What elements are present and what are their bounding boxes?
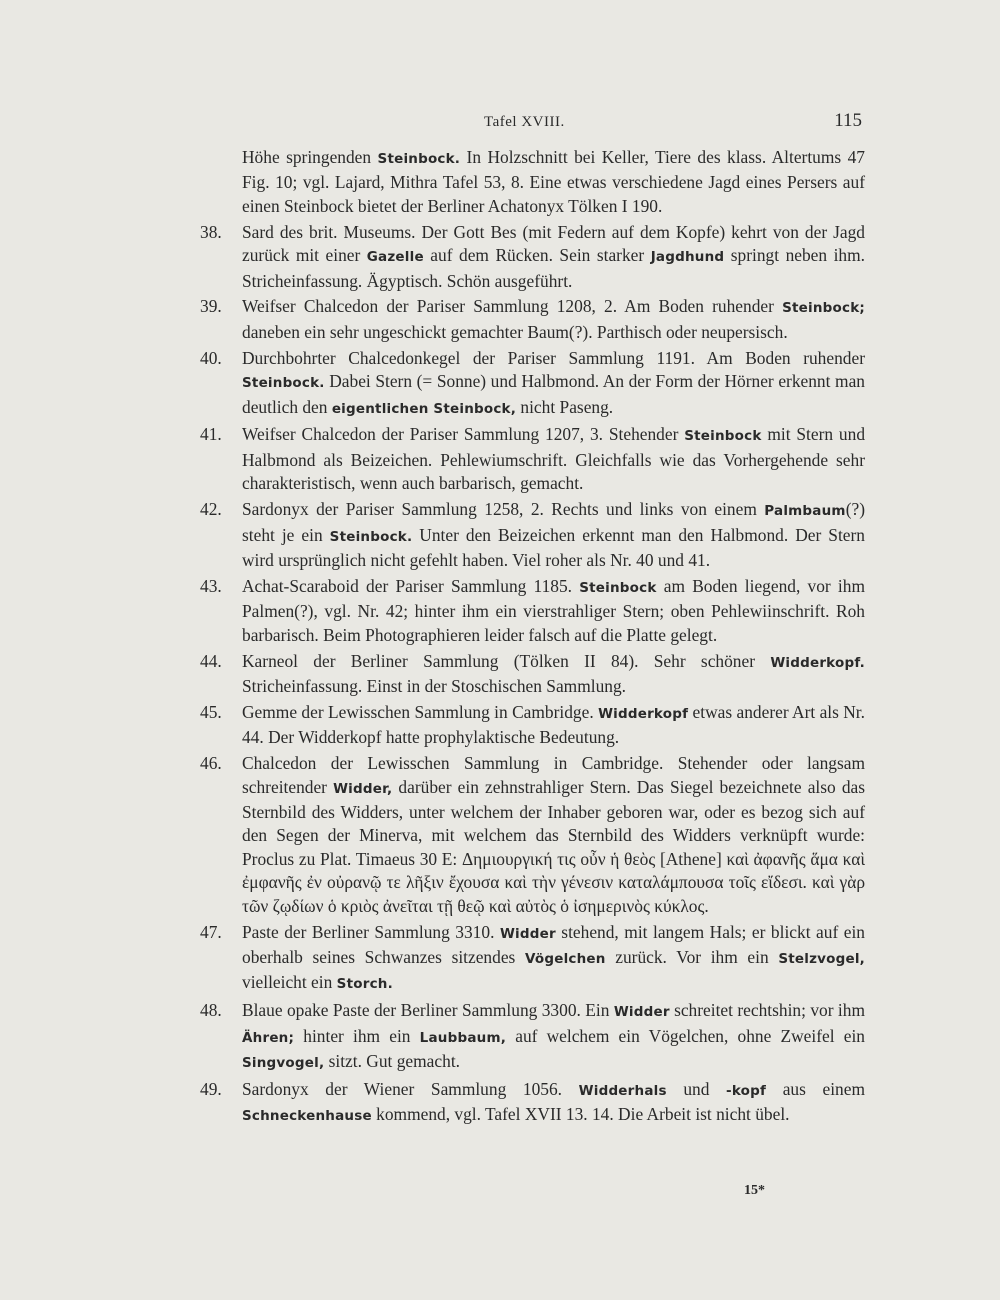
signature-mark: 15* — [744, 1183, 765, 1198]
emphasis-term: Palmbaum — [764, 503, 846, 520]
text-run: Sardonyx der Wiener Sammlung 1056. — [242, 1079, 579, 1100]
emphasis-term: -kopf — [726, 1083, 767, 1100]
entry-number: 48. — [200, 1000, 222, 1021]
text-run: nicht Paseng. — [516, 396, 614, 417]
emphasis-term: Jagdhund — [650, 249, 725, 266]
entry-number: 46. — [200, 753, 222, 774]
entry-number: 44. — [200, 650, 222, 671]
catalogue-entry — [200, 221, 865, 293]
emphasis-term: Widderkopf — [598, 705, 689, 722]
text-run: Durchbohrter Chalcedonkegel der Pariser Sammlung 1191. Am Boden ruhender — [242, 347, 865, 368]
text-run: aus einem — [766, 1079, 866, 1100]
text-run: Sardonyx der Pariser Sammlung 1258, 2. Rechts und links von einem — [242, 499, 765, 520]
text-run: Unter den Beizeichen erkennt man den Halbmond. Der Stern wird ursprünglich nicht gefehlt haben. Viel roher als Nr. 40 und 41. — [242, 524, 865, 570]
text-run: kommend, vgl. Tafel XVII 13. 14. Die Arbeit ist nicht übel. — [371, 1104, 790, 1125]
catalogue-entry — [200, 498, 865, 572]
catalogue-entry — [200, 752, 865, 918]
text-run: etwas anderer Art als Nr. 44. Der Widderkopf hatte prophylaktische Bedeutung. — [242, 701, 865, 748]
catalogue-entry — [200, 423, 865, 495]
emphasis-term: eigentlichen Steinbock, — [331, 400, 517, 417]
text-run: mit Stern und Halbmond als Beizeichen. Pehlewiumschrift. Gleichfalls wie das Vorhergehende sehr charakteristisch, wenn auch barbarisch, gemacht. — [242, 424, 866, 494]
entry-number: 49. — [200, 1079, 222, 1100]
emphasis-term: Vögelchen — [524, 951, 606, 967]
text-run: Chalcedon der Lewisschen Sammlung in Cambridge. Stehender oder langsam schreitender — [242, 753, 865, 797]
text-run: und — [666, 1079, 727, 1100]
text-run: auf welchem ein Vögelchen, ohne Zweifel ein — [506, 1025, 865, 1046]
emphasis-term: Steinbock. — [329, 528, 413, 545]
emphasis-term: Steinbock — [579, 579, 657, 596]
page-header — [0, 110, 1000, 140]
emphasis-term: Laubbaum, — [419, 1029, 507, 1046]
text-run: sitzt. Gut gemacht. — [324, 1051, 460, 1072]
emphasis-term: Storch. — [336, 976, 393, 993]
text-run: Dabei Stern (= Sonne) und Halbmond. An der Form der Hörner erkennt man deutlich den — [242, 371, 865, 417]
emphasis-term: Steinbock — [684, 428, 762, 445]
entry-number: 40. — [200, 347, 222, 368]
emphasis-term: Widder — [499, 925, 556, 942]
emphasis-term: Widder — [613, 1004, 670, 1021]
catalogue-entry — [200, 999, 865, 1075]
entry-number: 39. — [200, 296, 222, 317]
text-run: daneben ein sehr ungeschickt gemachter Baum(?). Parthisch oder neupersisch. — [242, 321, 788, 342]
emphasis-term: Steinbock. — [242, 375, 325, 392]
page-number: 115 — [834, 110, 862, 131]
emphasis-term: Widderhals — [578, 1083, 667, 1100]
text-run: Karneol der Berliner Sammlung (Tölken II 84). Sehr schöner — [242, 650, 771, 671]
text-run: am Boden liegend, vor ihm Palmen(?), vgl. Nr. 42; hinter ihm ein vierstrahliger Stern; oben Pehlewiinschrift. Roh barbarisch. Beim Photographieren leider falsch auf die Platte gelegt. — [242, 575, 865, 645]
text-run: Stricheinfassung. Einst in der Stoschischen Sammlung. — [242, 676, 627, 697]
text-run: Paste der Berliner Sammlung 3310. — [242, 921, 500, 942]
text-run: Sard des brit. Museums. Der Gott Bes (mit Federn auf dem Kopfe) kehrt von der Jagd zurück mit einer — [242, 221, 865, 266]
entry-number: 47. — [200, 921, 222, 942]
text-run: springt neben ihm. Stricheinfassung. Ägyptisch. Schön ausgeführt. — [242, 245, 865, 291]
emphasis-term: Schneckenhause — [242, 1108, 372, 1125]
emphasis-term: Singvogel, — [242, 1055, 325, 1072]
catalogue-entry — [200, 347, 865, 421]
entry-number: 38. — [200, 221, 222, 242]
catalogue-text — [200, 146, 865, 1129]
catalogue-entry — [200, 1078, 865, 1129]
entry-number: 43. — [200, 575, 222, 596]
catalogue-entry — [200, 701, 865, 750]
text-run: auf dem Rücken. Sein starker — [423, 245, 651, 266]
catalogue-entry — [200, 295, 865, 344]
text-run: Weifser Chalcedon der Pariser Sammlung 1208, 2. Am Boden ruhender — [242, 296, 783, 317]
emphasis-term: Steinbock; — [782, 300, 865, 317]
text-run: hinter ihm ein — [294, 1025, 420, 1046]
emphasis-term: Widderkopf. — [770, 654, 865, 671]
text-run: Achat-Scaraboid der Pariser Sammlung 1185. — [242, 575, 580, 596]
catalogue-entry — [200, 575, 865, 647]
text-run: vielleicht ein — [242, 972, 337, 993]
emphasis-term: Steinbock. — [377, 151, 461, 167]
catalogue-entry — [200, 921, 865, 997]
emphasis-term: Gazelle — [366, 249, 424, 266]
entry-number: 42. — [200, 499, 222, 520]
text-run: Gemme der Lewisschen Sammlung in Cambridge. — [242, 701, 599, 722]
catalogue-entry — [200, 650, 865, 699]
emphasis-term: Ähren; — [242, 1029, 295, 1046]
text-run: Weifser Chalcedon der Pariser Sammlung 1207, 3. Stehender — [242, 424, 685, 445]
entry-number: 41. — [200, 424, 222, 445]
text-run: (?) steht je ein — [242, 499, 865, 545]
text-run: zurück. Vor ihm ein — [605, 947, 779, 967]
emphasis-term: Stelzvogel, — [778, 951, 865, 967]
text-run: stehend, mit langem Hals; er blickt auf ein oberhalb seines Schwanzes sitzendes — [242, 921, 865, 967]
text-run: Blaue opake Paste der Berliner Sammlung 3300. Ein — [242, 1000, 614, 1021]
entry-number: 45. — [200, 701, 222, 722]
text-run: schreitet rechtshin; vor ihm — [669, 1000, 865, 1021]
text-run: Höhe springenden — [242, 147, 378, 167]
intro-paragraph — [200, 146, 865, 218]
emphasis-term: Widder, — [333, 780, 393, 797]
text-run: In Holzschnitt bei Keller, Tiere des klass. Altertums 47 Fig. 10; vgl. Lajard, Mithra Tafel 53, 8. Eine etwas verschiedene Jagd eines Persers auf einen Steinbock bietet der Berliner Achatonyx Tölken I 190. — [242, 147, 865, 216]
text-run: darüber ein zehnstrahliger Stern. Das Siegel bezeichnete also das Sternbild des Widders, unter welchem der Inhaber geboren war, oder es bezog sich auf den Segen der Minerva, mit welchem das Sternbild des Widders verknüpft wurde: Proclus zu Plat. Timaeus 30 E: Δημιουργική τις οὖν ἡ θεὸς [Athene] καὶ ἀφανῆς ἅμα καὶ ἐμφανῆς ἐν οὐρανῷ τε λῆξιν ἔχουσα καὶ τὴν γένεσιν καταλάμπουσα τοῖς εἴδεσι. καὶ γὰρ τῶν ζῳδίων ὁ κριὸς ἀνεῖται τῇ θεῷ καὶ αὐτὸς ὁ ἰσημερινὸς κύκλος. — [242, 776, 865, 916]
running-title: Tafel XVIII. — [484, 114, 565, 130]
